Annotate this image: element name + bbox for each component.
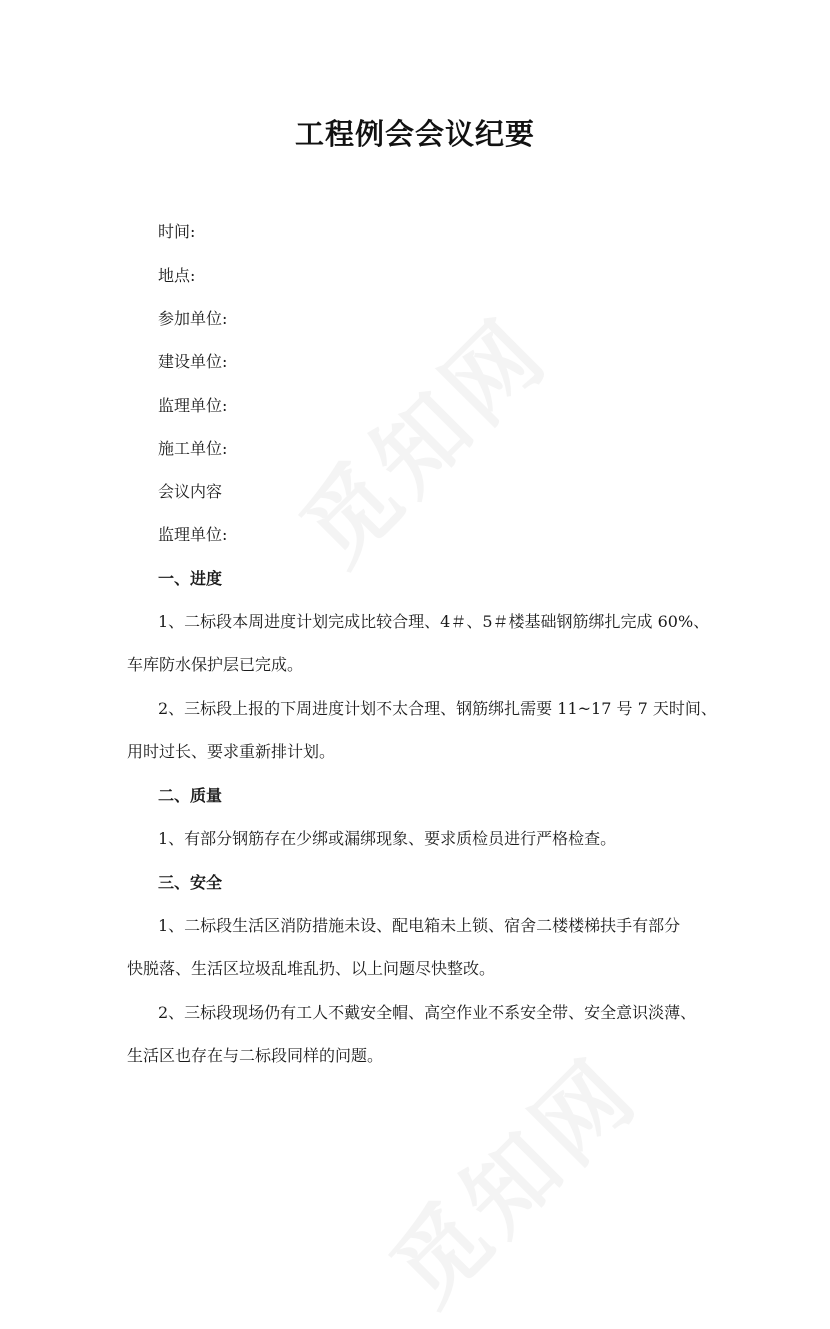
paragraph-line: 生活区也存在与二标段同样的问题。 — [127, 1046, 384, 1065]
field-time: 时间: — [158, 222, 196, 241]
field-contractor: 施工单位: — [158, 439, 228, 458]
paragraph-line: 1、二标段生活区消防措施未设、配电箱未上锁、宿舍二楼楼梯扶手有部分 — [158, 916, 681, 935]
field-meeting-content: 会议内容 — [158, 482, 223, 501]
paragraph-line: 1、有部分钢筋存在少绑或漏绑现象、要求质检员进行严格检查。 — [158, 829, 617, 848]
paragraph-line: 1、二标段本周进度计划完成比较合理、4＃、5＃楼基础钢筋绑扎完成 60%、 — [158, 612, 710, 631]
section-heading-progress: 一、进度 — [158, 569, 223, 588]
field-participants: 参加单位: — [158, 309, 228, 328]
paragraph-line: 用时过长、要求重新排计划。 — [127, 742, 336, 761]
watermark-logo — [357, 1023, 662, 1328]
paragraph-line: 2、三标段上报的下周进度计划不太合理、钢筋绑扎需要 11~17 号 7 天时间、 — [158, 699, 717, 718]
field-location: 地点: — [158, 266, 196, 285]
field-supervisor: 监理单位: — [158, 396, 228, 415]
field-construction-owner: 建设单位: — [158, 352, 228, 371]
section-heading-quality: 二、质量 — [158, 786, 223, 805]
paragraph-line: 快脱落、生活区垃圾乱堆乱扔、以上问题尽快整改。 — [127, 959, 496, 978]
field-supervisor-2: 监理单位: — [158, 525, 228, 544]
watermark-logo — [267, 283, 572, 588]
paragraph-line: 车库防水保护层已完成。 — [127, 655, 304, 674]
section-heading-safety: 三、安全 — [158, 873, 223, 892]
document-title: 工程例会会议纪要 — [294, 117, 535, 151]
paragraph-line: 2、三标段现场仍有工人不戴安全帽、高空作业不系安全带、安全意识淡薄、 — [158, 1003, 697, 1022]
